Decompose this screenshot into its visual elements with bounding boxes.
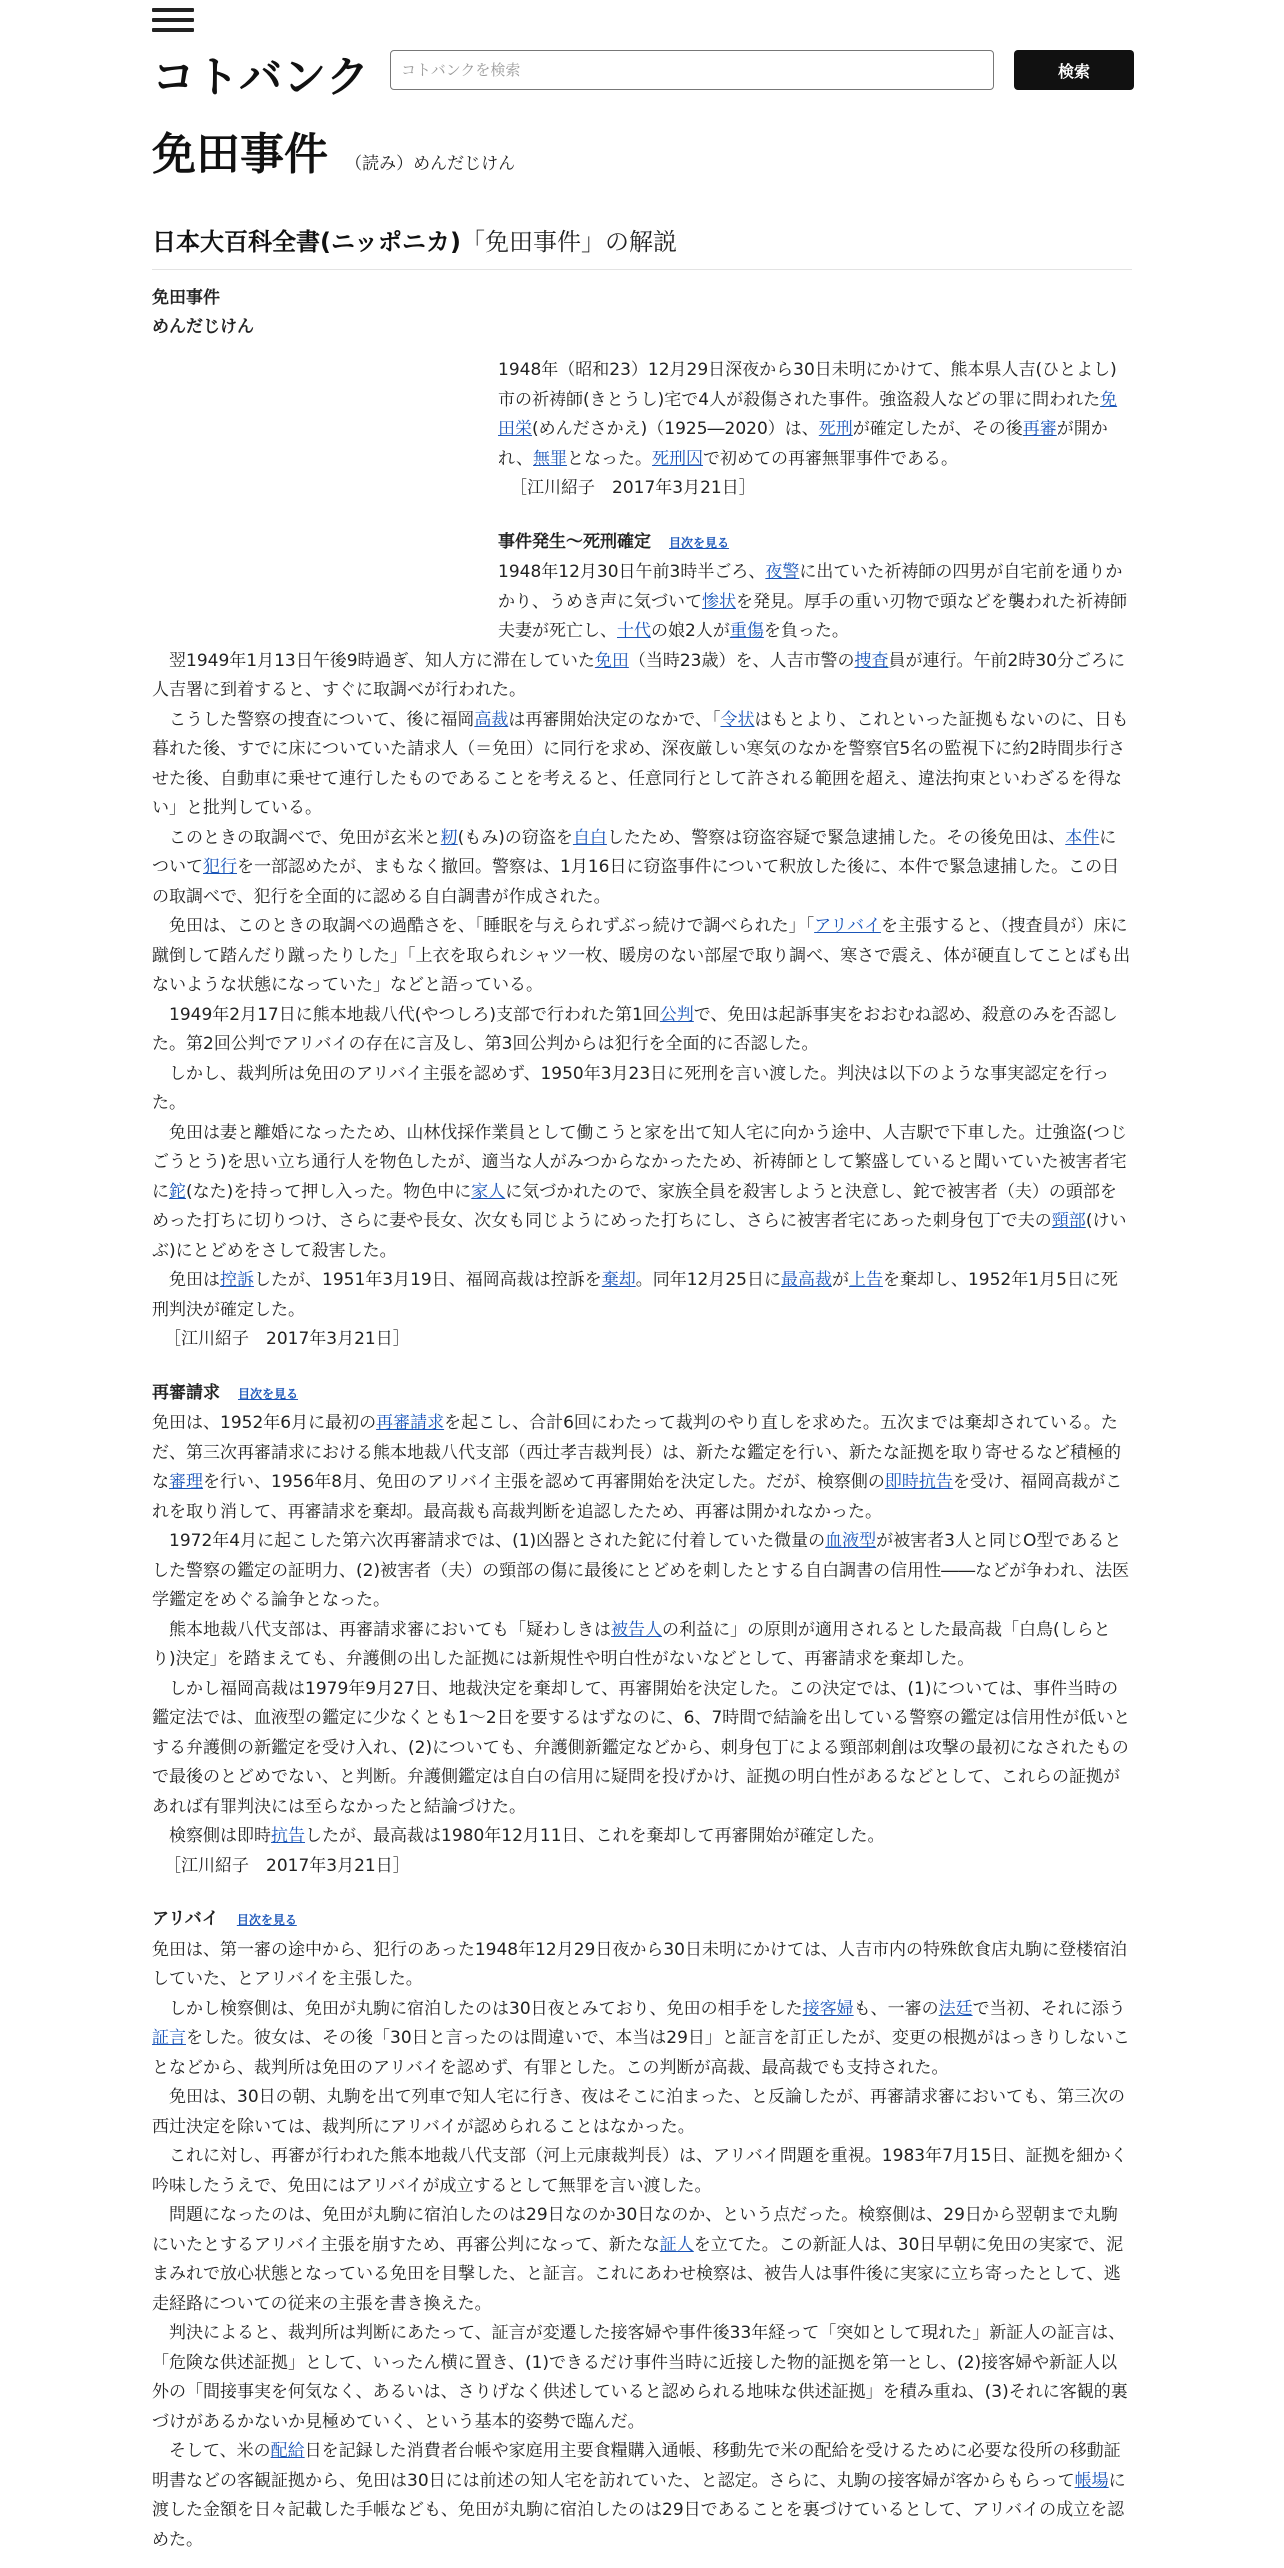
article-section <box>152 1905 1132 2555</box>
keyword-link[interactable]: 上告 <box>848 1270 883 1290</box>
text-run: しかし検察側は、免田が丸駒に宿泊したのは30日夜とみており、免田の相手をした <box>169 1998 803 2019</box>
keyword-link[interactable]: 十代 <box>617 621 651 641</box>
article-paragraph <box>152 2319 1132 2437</box>
keyword-link[interactable]: 血液型 <box>825 1531 877 1551</box>
text-run: このときの取調べで、免田が玄米と <box>169 827 441 848</box>
keyword-link[interactable]: 夜警 <box>765 562 800 582</box>
text-run: しかし福岡高裁は1979年9月27日、地裁決定を棄却して、再審開始を決定した。この決定では、(1)については、事件当時の鑑定法では、血液型の鑑定に少なくとも1～2日を要するはずなのに、6、7時間で結論を出している警察の鑑定は信用性が低いとする弁護側の新鑑定を受け入れ、(2)についても、弁護側新鑑定などから、刺身包丁による頸部刺創は攻撃の最初になされたもので最後のとどめでない、と判断。弁護側鑑定は自白の信用に疑問を投げかけ、証拠の明白性があるなどとして、これらの証拠があれば有罪判決には至らなかったと結論づけた。 <box>152 1678 1131 1817</box>
article-paragraph <box>152 1527 1132 1616</box>
text-run: 。同年12月25日に <box>635 1270 781 1290</box>
page-title: 免田事件 <box>152 129 328 180</box>
search-input[interactable] <box>390 50 994 90</box>
article-paragraph <box>152 1822 1132 1852</box>
text-run: を一部認めたが、まもなく撤回。警察は、1月16日に窃盗事件について釈放した後に、本件で緊急逮捕した。この日の取調べで、犯行を全面的に認める自白調書が作成された。 <box>152 857 1120 907</box>
text-run: を行い、1956年8月、免田のアリバイ主張を認めて再審開始を決定した。だが、検察側の <box>203 1472 885 1492</box>
keyword-link[interactable]: 審理 <box>169 1472 203 1492</box>
article-paragraph <box>152 1936 1132 1995</box>
text-run: 免田は、1952年6月に最初の <box>152 1413 377 1433</box>
section-title <box>498 528 1132 559</box>
text-run: 免田は <box>169 1270 220 1290</box>
article-paragraph <box>152 1119 1132 1267</box>
keyword-link[interactable]: 令状 <box>720 709 755 730</box>
keyword-link[interactable]: 籾 <box>440 827 458 848</box>
article-paragraph <box>152 706 1132 824</box>
text-run: で当初、それに添う <box>972 1998 1126 2019</box>
text-run: を負った。 <box>763 621 849 641</box>
text-run: について <box>152 827 1117 877</box>
keyword-link[interactable]: 証人 <box>659 2234 694 2255</box>
section-title <box>152 1905 1132 1936</box>
text-run: は再審開始決定のなかで、「 <box>508 709 721 730</box>
entry-title-row <box>152 118 1132 182</box>
toc-link[interactable]: 目次を見る <box>238 1386 299 1401</box>
text-run: に渡した金額を日々記載した手帳なども、免田が丸駒に宿泊したのは29日であることを裏づけているとして、アリバイの成立を認めた。 <box>152 2470 1126 2550</box>
keyword-link[interactable]: 接客婦 <box>802 1998 854 2019</box>
keyword-link[interactable]: 犯行 <box>203 857 237 877</box>
text-run: 免田は、このときの取調べの過酷さを、「睡眠を与えられずぶっ続けで調べられた」「 <box>169 916 815 936</box>
text-run: しかし、裁判所は免田のアリバイ主張を認めず、1950年3月23日に死刑を言い渡した。判決は以下のような事実認定を行った。 <box>152 1063 1110 1113</box>
text-run: の娘2人が <box>651 621 730 641</box>
article-paragraph <box>152 912 1132 1001</box>
article-paragraph <box>152 1001 1132 1060</box>
text-run: を発見。厚手の重い刃物で頭などを襲われた祈祷師夫妻が死亡し、 <box>498 591 1127 641</box>
toc-link[interactable]: 目次を見る <box>669 535 730 550</box>
hamburger-menu-icon[interactable] <box>152 8 194 32</box>
keyword-link[interactable]: 自白 <box>572 827 607 848</box>
text-run: が <box>831 1270 849 1290</box>
keyword-link[interactable]: 死刑 <box>818 419 853 439</box>
article-body <box>152 284 1132 2555</box>
keyword-link[interactable]: 本件 <box>1065 827 1100 848</box>
section-title-text: アリバイ <box>152 1909 219 1929</box>
text-run: が開かれ、 <box>498 419 1108 469</box>
keyword-link[interactable]: 重傷 <box>729 621 764 641</box>
text-run: 1948年12月30日午前3時半ごろ、 <box>498 562 766 582</box>
text-run: 検察側は即時 <box>169 1826 271 1846</box>
text-run: （当時23歳）を、人吉市警の <box>628 650 855 671</box>
article-paragraph <box>152 2083 1132 2142</box>
text-run: 判決によると、裁判所は判断にあたって、証言が変遷した接客婦や事件後33年経って「突如として現れた」新証人の証言は、「危険な供述証拠」として、いったん横に置き、(1)できるだけ事件当時に近接した物的証拠を第一とし、(2)接客婦や新証人以外の「間接事実を何気なく、あるいは、さりげなく供述していると認められる地味な供述証拠」を積み重ね、(3)それに客観的裏づけがあるかないか見極めていく、という基本的姿勢で臨んだ。 <box>152 2323 1128 2432</box>
section-title-text: 再審請求 <box>152 1382 220 1403</box>
keyword-link[interactable]: 公判 <box>659 1004 694 1025</box>
dictionary-suffix: 「免田事件」の解説 <box>460 228 677 256</box>
keyword-link[interactable]: 免田栄 <box>498 389 1118 439</box>
keyword-link[interactable]: 惨状 <box>702 591 736 612</box>
keyword-link[interactable]: 帳場 <box>1074 2470 1109 2491</box>
keyword-link[interactable]: 棄却 <box>601 1270 636 1290</box>
article-summary <box>498 356 1132 504</box>
text-run: を棄却し、1952年1月5日に死刑判決が確定した。 <box>152 1270 1118 1320</box>
article-paragraph <box>152 1409 1132 1527</box>
title-reading: （読み）めんだじけん <box>345 154 516 174</box>
article-paragraph <box>152 1060 1132 1119</box>
article-sections <box>152 528 1132 2556</box>
toc-link[interactable]: 目次を見る <box>236 1913 297 1927</box>
text-run: 翌1949年1月13日午後9時過ぎ、知人方に滞在していた <box>169 650 595 671</box>
text-run: 1972年4月に起こした第六次再審請求では、(1)凶器とされた鉈に付着していた微量の <box>169 1531 826 1551</box>
text-run: 日を記録した消費者台帳や家庭用主要食糧購入通帳、移動先で米の配給を受けるために必要な役所の移動証明書などの客観証拠から、免田は30日には前述の知人宅を訪れていた、と認定。さらに、丸駒の接客婦が客からもらって <box>152 2441 1121 2491</box>
keyword-link[interactable]: 家人 <box>471 1181 506 1202</box>
article-paragraph <box>152 1266 1132 1325</box>
text-run: 免田は、第一審の途中から、犯行のあった1948年12月29日夜から30日未明にかけては、人吉市内の特殊飲食店丸駒に登楼宿泊していた、とアリバイを主張した。 <box>152 1939 1127 1989</box>
summary-paragraph <box>498 356 1132 474</box>
article-headword: 免田事件 <box>152 288 220 308</box>
keyword-link[interactable]: 配給 <box>270 2441 305 2461</box>
keyword-link[interactable]: 再審 <box>1022 419 1057 439</box>
text-run: を立てた。この新証人は、30日早朝に免田の実家で、泥まみれで放心状態となっている免田を目撃した、と証言。これにあわせ検察は、被告人は事件後に実家に立ち寄ったとして、逃走経路についての従来の主張を書き換えた。 <box>152 2234 1124 2314</box>
text-run: の利益に」の原則が適用されるとした最高裁「白鳥(しらとり)決定」を踏まえても、弁護側の出した証拠には新規性や明白性がないなどとして、再審請求を棄却した。 <box>152 1619 1111 1669</box>
dictionary-heading <box>152 222 1132 270</box>
section-credit: ［江川紹子 2017年3月21日］ <box>164 1329 410 1349</box>
text-run: (けいぶ)にとどめをさして殺害した。 <box>152 1211 1127 1261</box>
text-run: そして、米の <box>169 2441 271 2461</box>
section-title-text: 事件発生～死刑確定 <box>498 531 651 552</box>
site-logo[interactable]: コトバンク <box>152 53 371 103</box>
text-run: となった。 <box>567 448 653 469</box>
keyword-link[interactable]: 控訴 <box>220 1270 254 1290</box>
dictionary-name: 日本大百科全書(ニッポニカ) <box>152 228 461 256</box>
keyword-link[interactable]: 再審請求 <box>376 1413 445 1433</box>
keyword-link[interactable]: 即時抗告 <box>884 1472 953 1492</box>
text-run: も、一審の <box>853 1998 939 2019</box>
article-paragraph <box>152 2437 1132 2555</box>
text-run: (なた)を持って押し入った。物色中に <box>186 1181 472 1202</box>
text-run: を起こし、合計6回にわたって裁判のやり直しを求めた。五次までは棄却されている。ただ、第三次再審請求における熊本地裁八代支部（西辻孝吉裁判長）は、新たな鑑定を行い、新たな証拠を取り寄せるなど積極的な <box>152 1413 1121 1492</box>
article-paragraph <box>152 1675 1132 1823</box>
keyword-link[interactable]: 頸部 <box>1051 1211 1086 1231</box>
keyword-link[interactable]: 無罪 <box>533 448 568 469</box>
text-run: が被害者3人と同じO型であるとした警察の鑑定の証明力、(2)被害者（夫）の頸部の傷に最後にとどめを刺したとする自白調書の信用性――などが争われ、法医学鑑定をめぐる論争となった。 <box>152 1531 1130 1610</box>
text-run: こうした警察の捜査について、後に福岡 <box>169 709 475 730</box>
text-run: で初めての再審無罪事件である。 <box>703 448 959 469</box>
article-paragraph <box>152 2142 1132 2201</box>
keyword-link[interactable]: 免田 <box>594 650 629 671</box>
keyword-link[interactable]: 抗告 <box>271 1826 305 1846</box>
text-run: に出ていた祈祷師の四男が自宅前を通りかかり、うめき声に気づいて <box>498 562 1123 612</box>
text-run: 1948年（昭和23）12月29日深夜から30日未明にかけて、熊本県人吉(ひとよし)市の祈祷師(きとうし)宅で4人が殺傷された事件。強盗殺人などの罪に問われた <box>498 360 1117 410</box>
search-button[interactable]: 検索 <box>1014 50 1134 90</box>
text-run: に気づかれたので、家族全員を殺害しようと決意し、鉈で被害者（夫）の頭部をめった打ちに切りつけ、さらに妻や長女、次女も同じようにめった打ちにし、さらに被害者宅にあった刺身包丁で夫の <box>152 1181 1117 1231</box>
keyword-link[interactable]: 法廷 <box>938 1998 973 2019</box>
keyword-link[interactable]: 捜査 <box>854 650 889 671</box>
text-run: 員が連行。午前2時30分ごろに人吉署に到着すると、すぐに取調べが行われた。 <box>152 650 1125 700</box>
keyword-link[interactable]: アリバイ <box>814 916 881 936</box>
summary-credit: ［江川紹子 2017年3月21日］ <box>510 478 756 498</box>
text-run: したが、1951年3月19日、福岡高裁は控訴を <box>254 1270 602 1290</box>
text-run: 熊本地裁八代支部は、再審請求審においても「疑わしきは <box>169 1619 611 1640</box>
article-headword-reading: めんだじけん <box>152 317 254 337</box>
keyword-link[interactable]: 最高裁 <box>780 1270 832 1290</box>
text-run: が確定したが、その後 <box>852 419 1023 439</box>
article-section <box>152 528 1132 1355</box>
article-paragraph <box>152 647 1132 706</box>
text-run: 免田は、30日の朝、丸駒を出て列車で知人宅に行き、夜はそこに泊まった、と反論したが、再審請求審においても、第三次の西辻決定を除いては、裁判所にアリバイが認められることはなかった。 <box>152 2087 1125 2137</box>
keyword-link[interactable]: 鉈 <box>169 1181 186 1202</box>
keyword-link[interactable]: 高裁 <box>474 709 509 730</box>
text-run: はもとより、これといった証拠もないのに、日も暮れた後、すでに床についていた請求人（＝免田）に同行を求め、深夜厳しい寒気のなかを警察官5名の監視下に約2時間歩行させた後、自動車に乗せて連行したものであることを考えると、任意同行として許される範囲を超え、違法拘束といわざるを得ない」と批判している。 <box>152 709 1129 818</box>
article-section <box>152 1379 1132 1882</box>
article-paragraph <box>152 2201 1132 2319</box>
article-paragraph <box>152 1616 1132 1675</box>
text-run: で、免田は起訴事実をおおむね認め、殺意のみを否認した。第2回公判でアリバイの存在に言及し、第3回公判からは犯行を全面的に否認した。 <box>152 1004 1118 1054</box>
text-run: 1949年2月17日に熊本地裁八代(やつしろ)支部で行われた第1回 <box>169 1004 660 1025</box>
keyword-link[interactable]: 証言 <box>152 2028 186 2048</box>
text-run: を主張すると、（捜査員が）床に蹴倒して踏んだり蹴ったりした」「上衣を取られシャツ一枚、暖房のない部屋で取り調べ、寒さで震え、体が硬直してことばも出ないような状態になっていた」などと語っている。 <box>152 916 1131 995</box>
text-run: 問題になったのは、免田が丸駒に宿泊したのは29日なのか30日なのか、という点だった。検察側は、29日から翌朝まで丸駒にいたとするアリバイ主張を崩すため、再審公判になって、新たな <box>152 2205 1118 2255</box>
text-run: したが、最高裁は1980年12月11日、これを棄却して再審開始が確定した。 <box>305 1826 885 1846</box>
article-paragraph <box>152 824 1132 913</box>
section-title <box>152 1379 1132 1410</box>
text-run: をした。彼女は、その後「30日と言ったのは間違いで、本当は29日」と証言を訂正したが、変更の根拠がはっきりしないことなどから、裁判所は免田のアリバイを認めず、有罪とした。この判断が高裁、最高裁でも支持された。 <box>152 2028 1130 2078</box>
text-run: を受け、福岡高裁がこれを取り消して、再審請求を棄却。最高裁も高裁判断を追認したため、再審は開かれなかった。 <box>152 1472 1123 1522</box>
section-credit: ［江川紹子 2017年3月21日］ <box>164 1855 410 1876</box>
text-run: 免田は妻と離婚になったため、山林伐採作業員として働こうと家を出て知人宅に向かう途中、人吉駅で下車した。辻強盗(つじごうとう)を思い立ち通行人を物色したが、適当な人がみつからなかったため、祈祷師として繁盛していると聞いていた被害者宅に <box>152 1122 1127 1202</box>
keyword-link[interactable]: 被告人 <box>611 1619 662 1640</box>
text-run: したため、警察は窃盗容疑で緊急逮捕した。その後免田は、 <box>606 827 1066 848</box>
text-run: これに対し、再審が行われた熊本地裁八代支部（河上元康裁判長）は、アリバイ問題を重視。1983年7月15日、証拠を細かく吟味したうえで、免田にはアリバイが成立するとして無罪を言い渡した。 <box>152 2146 1128 2196</box>
keyword-link[interactable]: 死刑囚 <box>652 448 704 469</box>
article-paragraph <box>152 1995 1132 2084</box>
article-paragraph <box>498 558 1132 647</box>
text-run: (めんださかえ)（1925―2020）は、 <box>532 419 819 439</box>
text-run: (もみ)の窃盗を <box>457 827 573 848</box>
